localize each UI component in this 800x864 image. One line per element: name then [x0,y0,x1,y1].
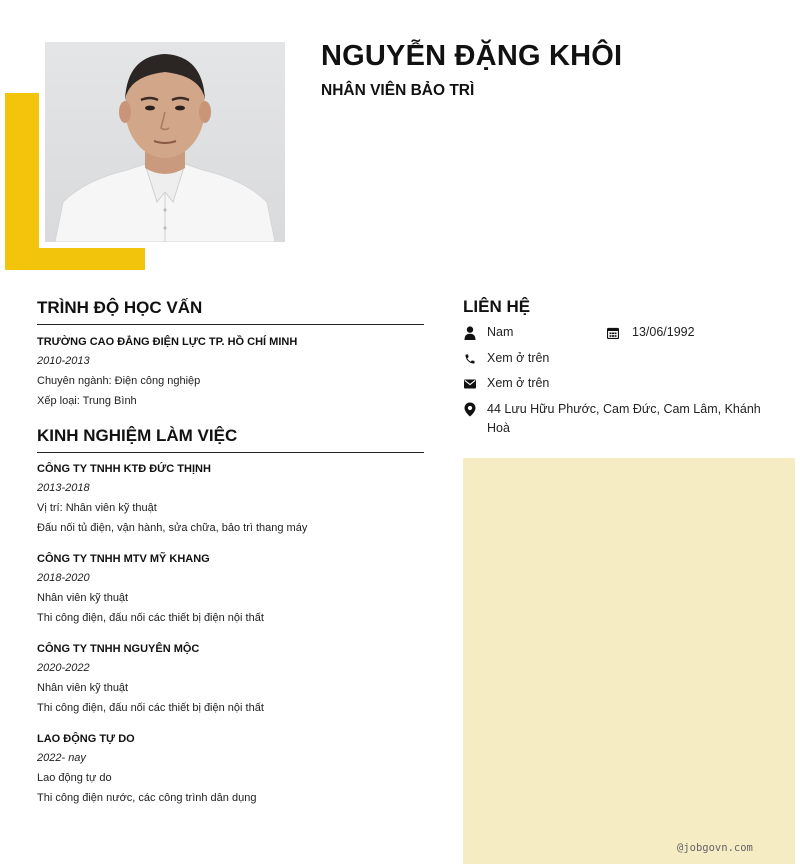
sidebar-panel [463,458,795,864]
experience-item [37,552,424,625]
contact-phone [463,349,549,368]
company-name: CÔNG TY TNHH MTV MỸ KHANG [37,553,210,565]
calendar-icon [606,323,620,342]
experience-period: 2022- nay [37,752,86,764]
experience-line: Lao động tự do [37,772,112,784]
experience-item [37,462,424,535]
experience-period: 2018-2020 [37,572,90,584]
contact-email [463,374,549,393]
phone-value: Xem ở trên [487,351,550,365]
experience-line: Vị trí: Nhân viên kỹ thuật [37,502,157,514]
company-name: CÔNG TY TNHH KTĐ ĐỨC THỊNH [37,463,211,475]
candidate-name: NGUYỄN ĐẶNG KHÔI [321,40,623,72]
company-name: CÔNG TY TNHH NGUYÊN MỘC [37,643,200,655]
contact-gender [463,323,513,342]
experience-line: Thi công điện nước, các công trình dân dụng [37,792,257,804]
birthday-value: 13/06/1992 [632,325,695,339]
contact-birthday [606,323,695,342]
experience-line: Nhân viên kỹ thuật [37,682,129,694]
experience-period: 2013-2018 [37,482,90,494]
accent-bar-horizontal [5,248,145,270]
person-icon [463,323,477,342]
address-value: 44 Lưu Hữu Phước, Cam Đức, Cam Lâm, Khánh Hoà [487,402,761,435]
education-period: 2010-2013 [37,355,90,367]
education-entry [37,325,424,408]
experience-line: Thi công điện, đấu nối các thiết bị điện nội thất [37,702,264,714]
accent-bar-vertical [5,93,39,270]
watermark: @jobgovn.com [677,842,753,854]
experience-item [37,732,424,805]
experience-item [37,642,424,715]
experience-list [37,453,424,805]
contact-title: LIÊN HỆ [463,297,531,316]
left-column [37,298,424,805]
experience-title: KINH NGHIỆM LÀM VIỆC [37,426,424,453]
education-title: TRÌNH ĐỘ HỌC VẤN [37,298,424,325]
contact-address [463,400,763,438]
experience-period: 2020-2022 [37,662,90,674]
email-value: Xem ở trên [487,376,550,390]
map-pin-icon [463,400,477,419]
gender-value: Nam [487,325,514,339]
profile-photo [45,42,285,242]
candidate-role: NHÂN VIÊN BẢO TRÌ [321,82,475,99]
company-name: LAO ĐỘNG TỰ DO [37,733,135,745]
education-major: Chuyên ngành: Điện công nghiệp [37,375,201,387]
experience-line: Thi công điện, đấu nối các thiết bị điện nội thất [37,612,264,624]
phone-icon [463,349,477,368]
experience-line: Đấu nối tủ điện, vận hành, sửa chữa, bảo trì thang máy [37,522,308,534]
education-grade: Xếp loại: Trung Bình [37,395,137,407]
school-name: TRƯỜNG CAO ĐẲNG ĐIỆN LỰC TP. HỒ CHÍ MINH [37,336,298,348]
envelope-icon [463,374,477,393]
experience-line: Nhân viên kỹ thuật [37,592,129,604]
